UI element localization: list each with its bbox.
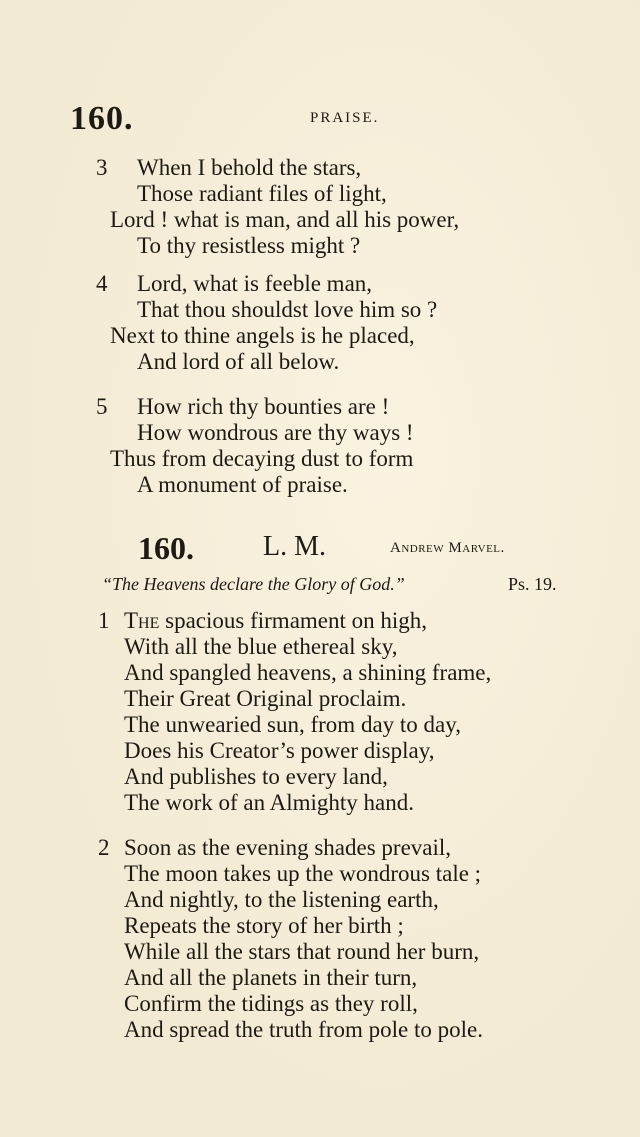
verse-line: With all the blue ethereal sky, <box>124 634 398 659</box>
hymn-subtitle: “The Heavens declare the Glory of God.” <box>102 574 405 594</box>
verse-line: How rich thy bounties are ! <box>137 394 390 419</box>
verse-line: The moon takes up the wondrous tale ; <box>124 861 482 886</box>
verse-line: While all the stars that round her burn, <box>124 939 480 964</box>
verse-line: And nightly, to the listening earth, <box>124 887 439 912</box>
verse-line: And publishes to every land, <box>124 764 388 789</box>
verse-line: How wondrous are thy ways ! <box>137 420 414 445</box>
hymn-author: Andrew Marvel. <box>390 540 505 556</box>
verse-line: Soon as the evening shades prevail, <box>124 835 452 860</box>
verse-line: A monument of praise. <box>137 472 348 497</box>
verse-line: And lord of all below. <box>137 349 340 374</box>
verse-line: Does his Creator’s power display, <box>124 738 435 763</box>
stanza-number: 5 <box>96 394 108 419</box>
verse-line-rest: spacious firmament on high, <box>159 608 428 633</box>
verse-line: And spread the truth from pole to pole. <box>124 1017 483 1042</box>
verse-line: Thus from decaying dust to form <box>110 446 414 471</box>
verse-line: Next to thine angels is he placed, <box>110 323 415 348</box>
stanza-number: 1 <box>98 608 110 633</box>
verse-line: Confirm the tidings as they roll, <box>124 991 418 1016</box>
verse-line: And all the planets in their turn, <box>124 965 418 990</box>
verse-line: Their Great Original proclaim. <box>124 686 407 711</box>
verse-line: Lord, what is feeble man, <box>137 271 373 296</box>
verse-line: To thy resistless might ? <box>137 233 361 258</box>
verse-line: Repeats the story of her birth ; <box>124 913 404 938</box>
verse-line: The work of an Almighty hand. <box>124 790 415 815</box>
stanza-number: 3 <box>96 155 108 180</box>
verse-line: That thou shouldst love him so ? <box>137 297 438 322</box>
initial-word: The <box>124 608 160 633</box>
hymn-meter: L. M. <box>263 531 326 562</box>
stanza-number: 4 <box>96 271 108 296</box>
verse-line: When I behold the stars, <box>137 155 362 180</box>
psalm-reference: Ps. 19. <box>508 574 557 594</box>
stanza-number: 2 <box>98 835 110 860</box>
page-number: 160. <box>70 100 134 137</box>
page-header <box>70 100 590 140</box>
verse-line: The unwearied sun, from day to day, <box>124 712 462 737</box>
verse-line: And spangled heavens, a shining frame, <box>124 660 492 685</box>
verse-line: Those radiant files of light, <box>137 181 387 206</box>
hymn-number: 160. <box>138 530 194 566</box>
verse-line <box>124 608 427 634</box>
verse-line: Lord ! what is man, and all his power, <box>110 207 460 232</box>
running-head: PRAISE. <box>310 110 380 126</box>
